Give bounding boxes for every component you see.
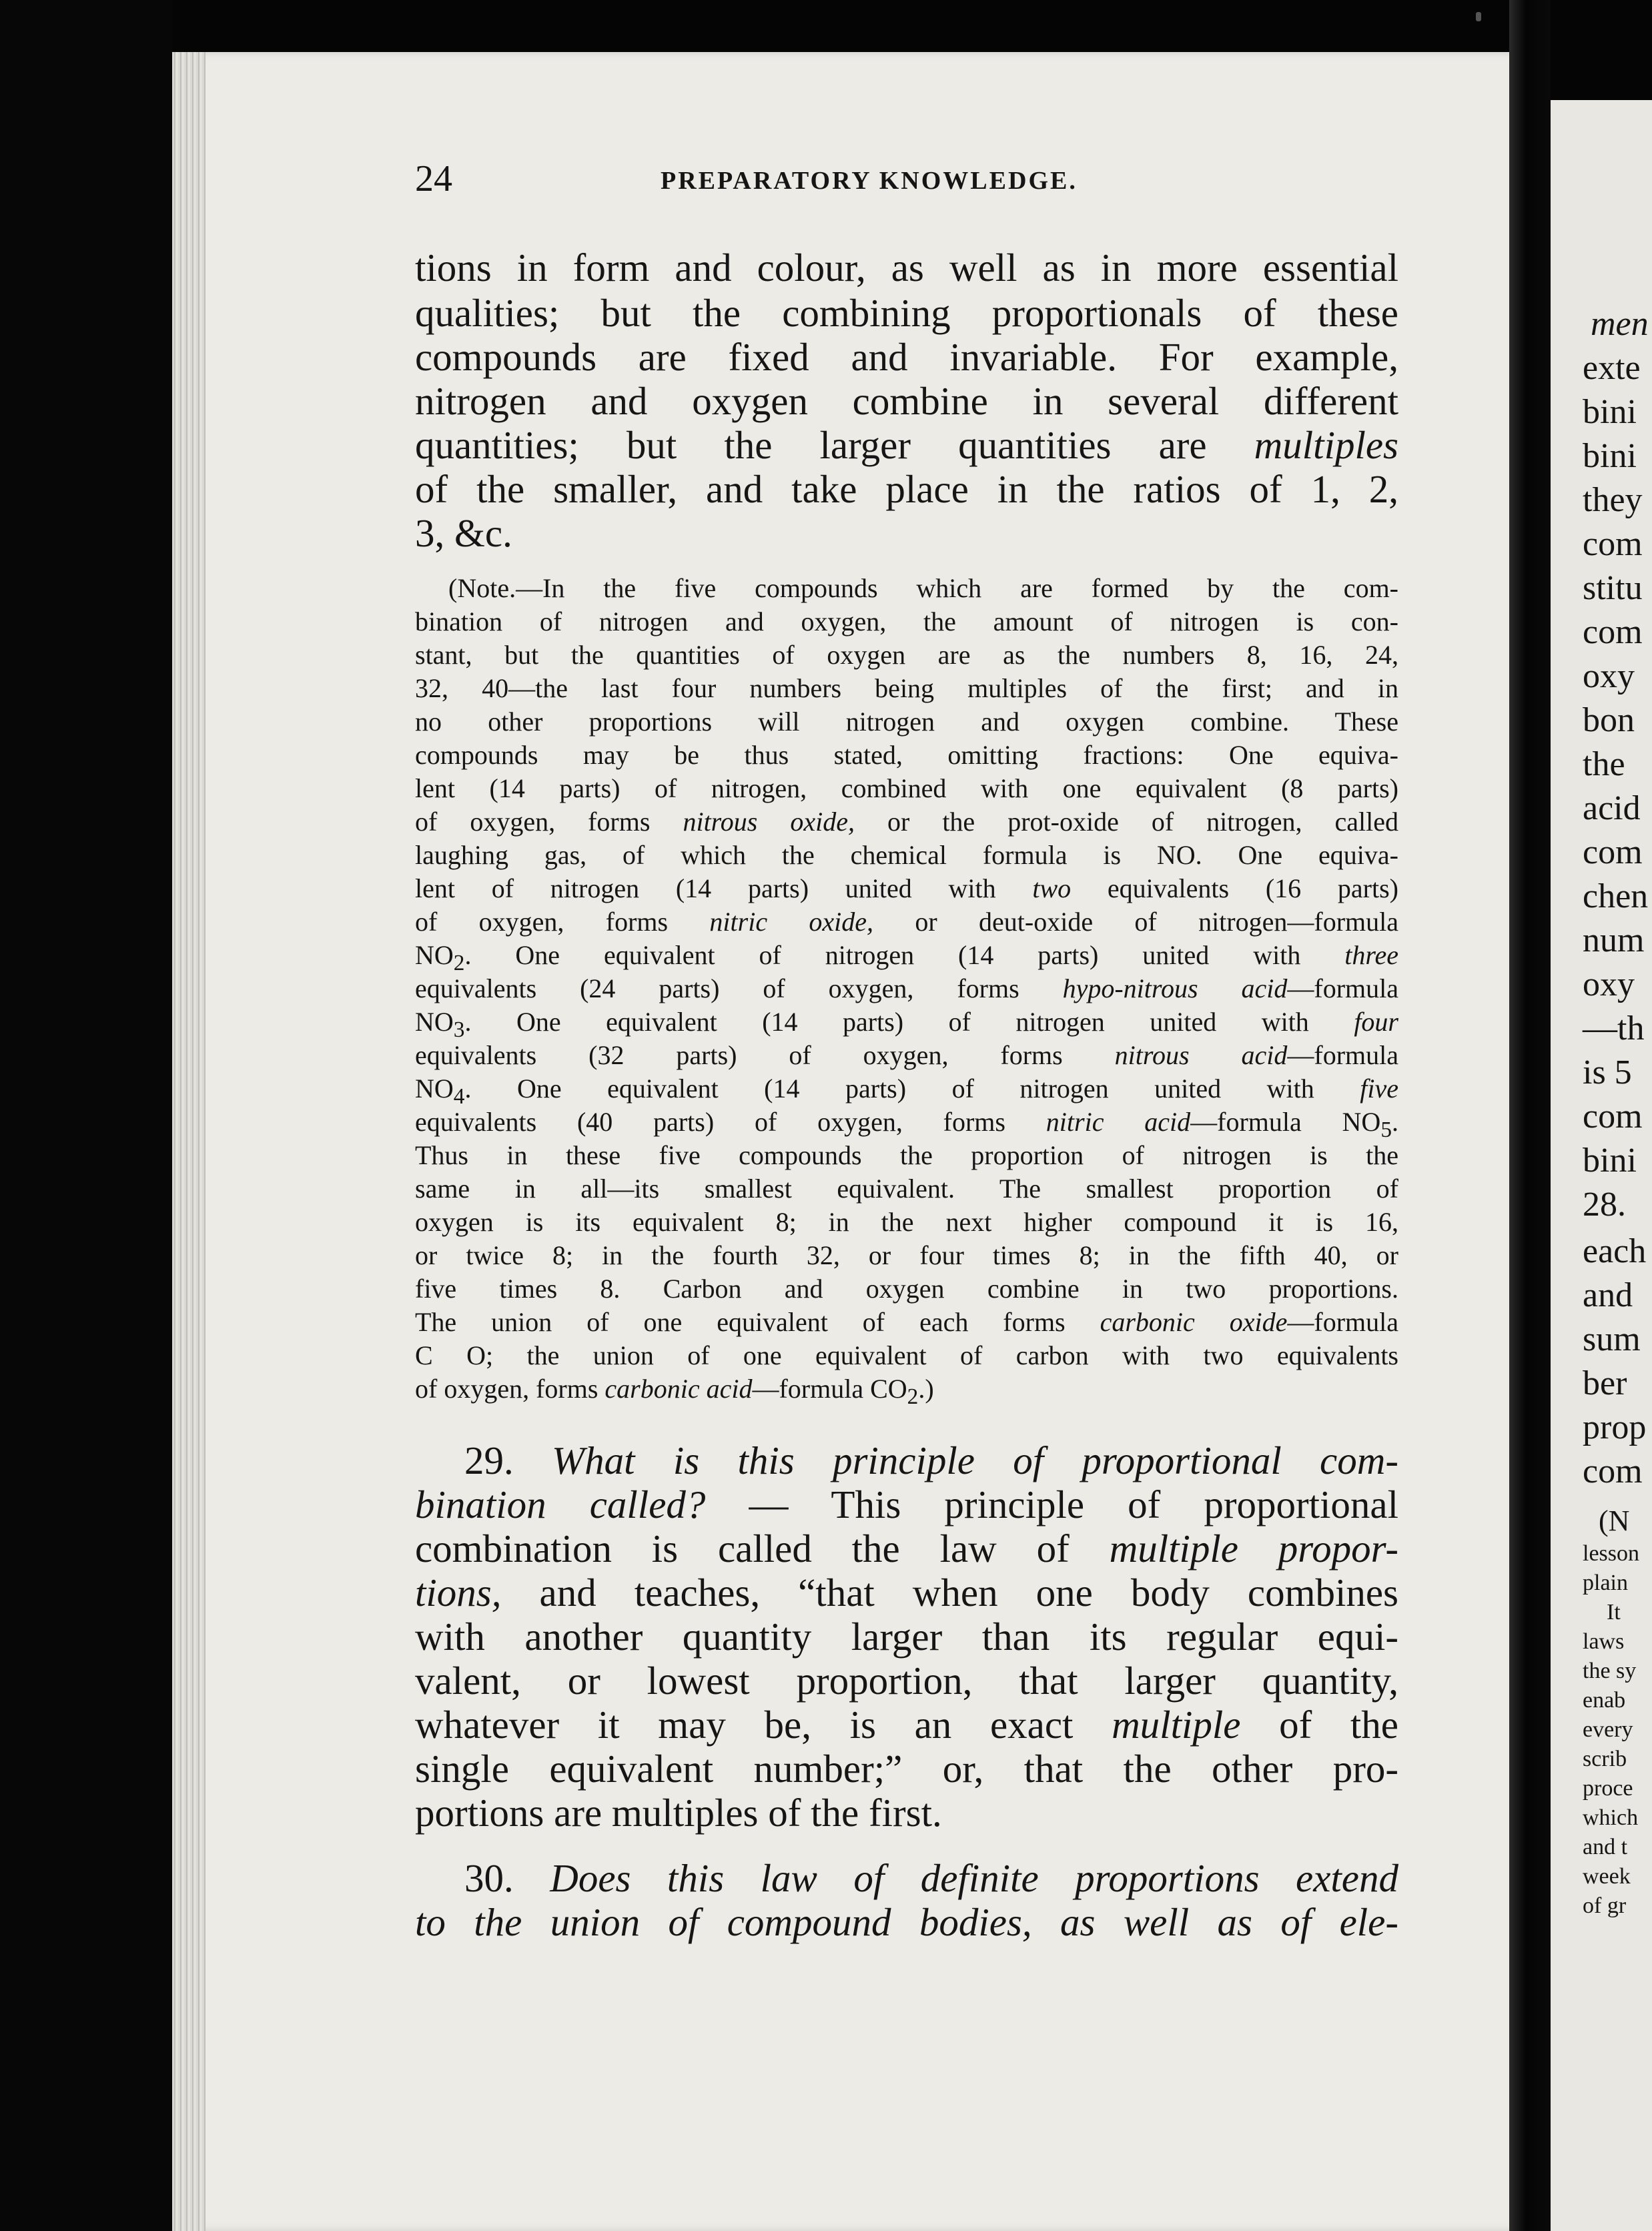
facing-page-line: com [1583, 833, 1643, 871]
note-line: (Note.—In the five compounds which are formed by the com- [448, 573, 1398, 603]
facing-page-line: bini [1583, 1142, 1637, 1180]
note-line: stant, but the quantities of oxygen are as the numbers 8, 16, 24, [415, 640, 1398, 670]
facing-page-line: each [1583, 1232, 1647, 1270]
note-line: lent (14 parts) of nitrogen, combined with one equivalent (8 parts) [415, 773, 1398, 803]
answer-line: combination is called the law of multiple propor- [415, 1526, 1398, 1571]
note-line: C O; the union of one equivalent of carbon with two equivalents [415, 1340, 1398, 1370]
note-line: equivalents (24 parts) of oxygen, forms hypo-nitrous acid—formula [415, 973, 1398, 1003]
question-line: 30. Does this law of definite proportions extend [464, 1856, 1398, 1900]
facing-page-note-line: and t [1583, 1835, 1628, 1859]
facing-page-line: sum [1583, 1320, 1641, 1358]
facing-page-line: com [1583, 525, 1643, 563]
facing-page-line: num [1583, 921, 1645, 959]
facing-page-line: stitu [1583, 569, 1643, 607]
facing-page-note-line: of gr [1583, 1893, 1627, 1918]
facing-page-line: bini [1583, 437, 1637, 475]
facing-page-note-line: laws [1583, 1629, 1625, 1654]
facing-page-line: acid [1583, 789, 1641, 827]
note-line: five times 8. Carbon and oxygen combine in two proportions. [415, 1274, 1398, 1304]
note-line: of oxygen, forms carbonic acid—formula $CO_2$.) [415, 1374, 934, 1409]
answer-line: with another quantity larger than its regular equi- [415, 1615, 1398, 1659]
note-line: The union of one equivalent of each forms carbonic oxide—formula [415, 1307, 1398, 1337]
answer-line: whatever it may be, is an exact multiple of the [415, 1703, 1398, 1747]
facing-page-line: —th [1583, 1009, 1645, 1047]
facing-page-note-line: the sy [1583, 1659, 1637, 1683]
facing-page-line: exte [1583, 349, 1641, 387]
question-line: 29. What is this principle of proportional com- [464, 1438, 1398, 1482]
note-line: same in all—its smallest equivalent. The smallest proportion of [415, 1174, 1398, 1204]
facing-page-text [1551, 0, 1652, 2231]
facing-page-line: bon [1583, 701, 1635, 739]
note-line: no other proportions will nitrogen and oxygen combine. These [415, 707, 1398, 737]
facing-page-line: they [1583, 481, 1643, 519]
book-gutter [1509, 0, 1551, 2231]
question-line: to the union of compound bodies, as well as of ele- [415, 1900, 1398, 1944]
facing-page-line: men [1591, 305, 1649, 343]
note-line: equivalents (40 parts) of oxygen, forms nitric acid—formula $NO_5$. [415, 1107, 1398, 1142]
facing-page-note-line: every [1583, 1717, 1633, 1742]
facing-page-line: and [1583, 1276, 1633, 1314]
note-line: compounds may be thus stated, omitting fractions: One equiva- [415, 740, 1398, 770]
facing-page-note-line: lesson [1583, 1541, 1639, 1566]
facing-page-line: oxy [1583, 657, 1635, 695]
scan-left-margin [0, 0, 172, 2231]
text-line: tions in form and colour, as well as in more essential [415, 246, 1398, 290]
note-line: $NO_3$. One equivalent (14 parts) of nitrogen united with four [415, 1007, 1398, 1042]
text-line: quantities; but the larger quantities are multiples [415, 423, 1398, 467]
answer-line: portions are multiples of the first. [415, 1791, 942, 1835]
italic-term: multiples [1254, 423, 1398, 467]
answer-line: tions, and teaches, “that when one body combines [415, 1571, 1398, 1615]
text-line: qualities; but the combining proportionals of these [415, 291, 1398, 335]
text-line: of the smaller, and take place in the ratios of 1, 2, [415, 467, 1398, 511]
note-line: $NO_2$. One equivalent of nitrogen (14 parts) united with three [415, 940, 1398, 975]
facing-page-line: com [1583, 1452, 1643, 1490]
text-line: 3, &c. [415, 511, 512, 555]
facing-page-line: chen [1583, 877, 1649, 915]
facing-page-line: is 5 [1583, 1053, 1632, 1091]
facing-page-note-line: proce [1583, 1776, 1633, 1801]
facing-page-note-line: which [1583, 1805, 1639, 1830]
facing-page-note-line: enab [1583, 1688, 1626, 1713]
facing-page-line: bini [1583, 393, 1637, 431]
running-head: PREPARATORY KNOWLEDGE. [661, 167, 1078, 195]
facing-page-note-line: week [1583, 1864, 1631, 1889]
text-line: nitrogen and oxygen combine in several different [415, 379, 1398, 423]
note-line: Thus in these five compounds the proportion of nitrogen is the [415, 1140, 1398, 1170]
facing-page-note-line: scrib [1583, 1747, 1627, 1771]
facing-page-line: the [1583, 745, 1625, 783]
note-line: equivalents (32 parts) of oxygen, forms nitrous acid—formula [415, 1040, 1398, 1070]
note-line: bination of nitrogen and oxygen, the amount of nitrogen is con- [415, 606, 1398, 636]
facing-page-line: com [1583, 613, 1643, 651]
note-line: laughing gas, of which the chemical formula is NO. One equiva- [415, 840, 1398, 870]
facing-page-note-line: (N [1599, 1504, 1630, 1537]
note-line: lent of nitrogen (14 parts) united with two equivalents (16 parts) [415, 873, 1398, 903]
note-line: $NO_4$. One equivalent (14 parts) of nitrogen united with five [415, 1073, 1398, 1109]
facing-page-line: com [1583, 1097, 1643, 1136]
note-line: of oxygen, forms nitrous oxide, or the prot-oxide of nitrogen, called [415, 807, 1398, 837]
scan-speck [1476, 12, 1481, 21]
facing-page-line: ber [1583, 1364, 1627, 1402]
facing-page-note-line: plain [1583, 1571, 1628, 1595]
page-number: 24 [415, 158, 452, 199]
facing-page-line: prop [1583, 1408, 1647, 1446]
note-line: oxygen is its equivalent 8; in the next higher compound it is 16, [415, 1207, 1398, 1237]
answer-line: single equivalent number;” or, that the other pro- [415, 1747, 1398, 1791]
question-line: bination called? — This principle of proportional [415, 1482, 1398, 1526]
facing-page-line: 28. [1583, 1186, 1626, 1224]
note-line: of oxygen, forms nitric oxide, or deut-oxide of nitrogen—formula [415, 907, 1398, 937]
facing-page-note-line: It [1607, 1600, 1621, 1625]
text-line: compounds are fixed and invariable. For example, [415, 335, 1398, 379]
page-stack-edge [172, 52, 205, 2231]
note-line: 32, 40—the last four numbers being multiples of the first; and in [415, 673, 1398, 703]
answer-line: valent, or lowest proportion, that larger quantity, [415, 1659, 1398, 1703]
note-line: or twice 8; in the fourth 32, or four times 8; in the fifth 40, or [415, 1240, 1398, 1270]
facing-page-line: oxy [1583, 965, 1635, 1003]
